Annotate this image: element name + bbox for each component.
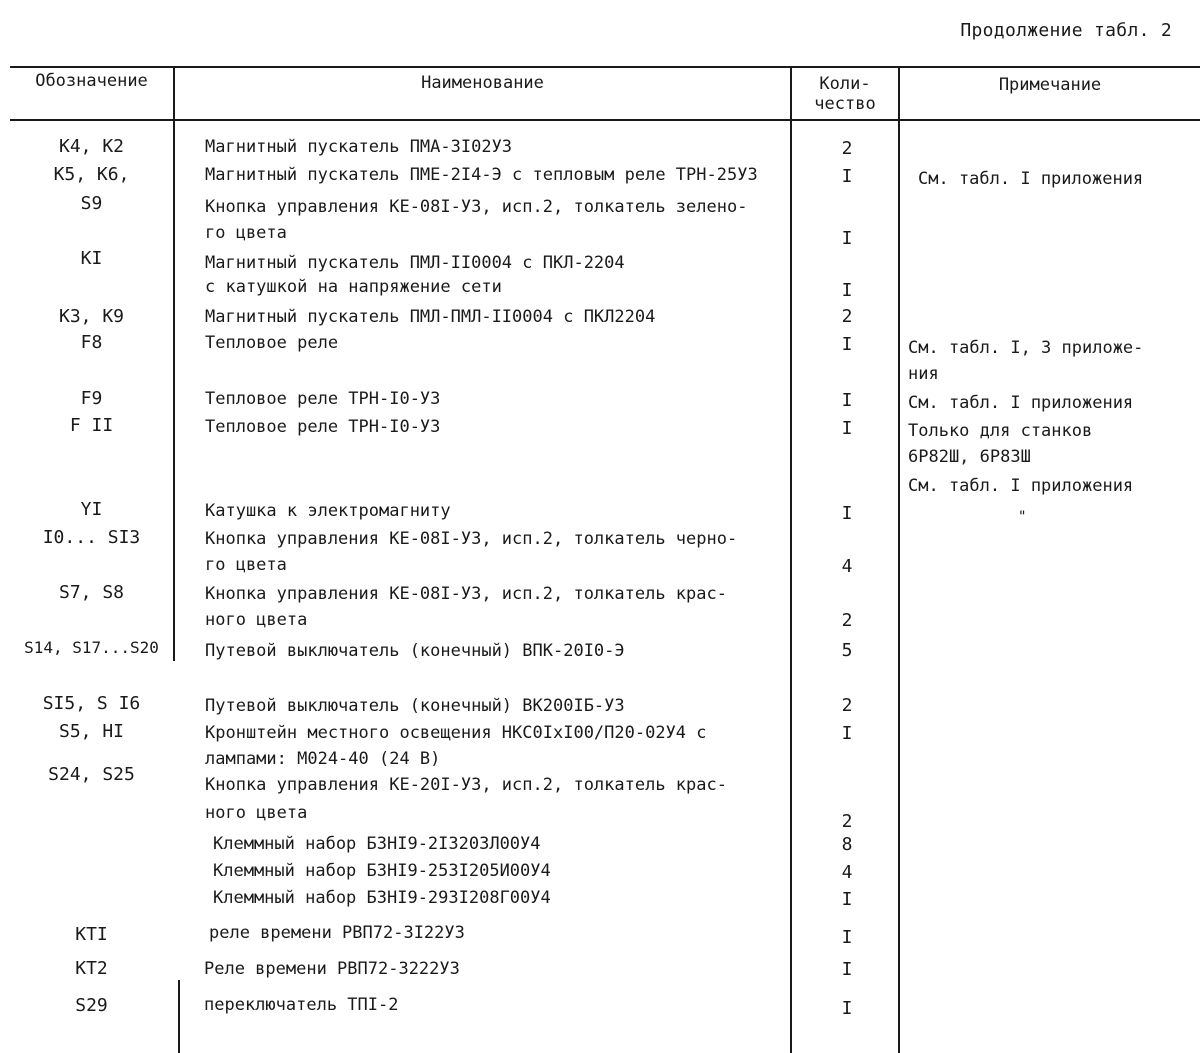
column-header-name: Наименование (421, 73, 544, 93)
row-note-cont: 6Р82Ш, 6Р83Ш (908, 447, 1031, 467)
row-name: Кнопка управления КЕ-08I-У3, исп.2, толкатель зелено- (205, 197, 748, 217)
row-code: КТ2 (75, 958, 108, 979)
table-top-rule (10, 66, 1200, 68)
column-header-qty-line2: чество (814, 94, 876, 114)
row-code: К3, К9 (58, 306, 125, 327)
row-code: S7, S8 (58, 582, 125, 603)
row-qty: 8 (841, 834, 853, 855)
row-name-cont: с катушкой на напряжение сети (205, 277, 502, 297)
row-code: КТI (75, 924, 108, 945)
row-qty: I (841, 959, 853, 980)
row-qty: I (841, 280, 853, 301)
row-qty: I (841, 889, 853, 910)
row-qty: I (841, 334, 853, 355)
row-qty: I (841, 503, 853, 524)
column-header-qty-line1: Коли- (819, 74, 871, 94)
row-name: Тепловое реле ТРН-I0-У3 (205, 417, 441, 437)
row-code: F9 (80, 388, 103, 409)
row-name: Путевой выключатель (конечный) ВК200IБ-У3 (205, 696, 625, 716)
row-code: К4, К2 (58, 136, 125, 157)
row-name: Клеммный набор Б3НI9-293I208Г00У4 (213, 888, 551, 908)
row-code: F II (69, 415, 114, 436)
row-name-cont: го цвета (205, 555, 287, 575)
row-name: Кнопка управления КЕ-08I-У3, исп.2, толкатель черно- (205, 529, 738, 549)
row-name: Кнопка управления КЕ-08I-У3, исп.2, толкатель крас- (205, 584, 727, 604)
row-name: Магнитный пускатель ПМЛ-II0004 с ПКЛ-2204 (205, 253, 625, 273)
column-divider-code (173, 66, 175, 661)
row-note: См. табл. I приложения (908, 393, 1134, 413)
row-code: SI5, S I6 (42, 693, 141, 714)
row-code: S29 (75, 995, 108, 1016)
row-note-cont: См. табл. I приложения (908, 476, 1134, 496)
row-name: Реле времени РВП72-3222У3 (204, 959, 460, 979)
column-header-code: Обозначение (35, 71, 148, 91)
column-header-qty (792, 74, 898, 114)
row-name: Клеммный набор Б3НI9-253I205И00У4 (213, 861, 551, 881)
row-code: S9 (80, 193, 103, 214)
row-name-cont: ного цвета (205, 610, 308, 630)
row-name: Магнитный пускатель ПМЛ-ПМЛ-II0004 с ПКЛ2204 (205, 307, 656, 327)
row-note-ditto: " (1018, 509, 1027, 525)
row-name: Кронштейн местного освещения НКС0IхI00/П20-02У4 с (205, 723, 707, 743)
row-name: Кнопка управления КЕ-20I-У3, исп.2, толкатель крас- (205, 775, 727, 795)
column-divider-code-lower (178, 980, 180, 1053)
row-qty: 2 (841, 138, 853, 159)
row-qty: I (841, 418, 853, 439)
row-qty: I (841, 228, 853, 249)
row-qty: I (841, 166, 853, 187)
row-name: переключатель ТПI-2 (204, 995, 399, 1015)
row-name: Магнитный пускатель ПМА-3I02У3 (205, 137, 513, 157)
row-name: Катушка к электромагниту (205, 501, 451, 521)
row-qty: 2 (841, 695, 853, 716)
row-code: F8 (80, 332, 103, 353)
row-qty: I (841, 723, 853, 744)
row-code: К5, К6, (53, 164, 130, 185)
column-header-note: Примечание (998, 75, 1102, 95)
row-name: Тепловое реле ТРН-I0-У3 (205, 389, 441, 409)
row-name-cont: го цвета (205, 223, 287, 243)
row-qty: I (841, 390, 853, 411)
row-qty: 2 (841, 610, 853, 631)
row-name: Путевой выключатель (конечный) ВПК-20I0-Э (205, 641, 625, 661)
row-name: реле времени РВП72-3I22У3 (209, 923, 465, 943)
row-note: См. табл. I, 3 приложе- (908, 338, 1144, 358)
row-name: Магнитный пускатель ПМЕ-2I4-Э с тепловым реле ТРН-25У3 (205, 165, 758, 185)
row-note-cont: ния (908, 364, 939, 384)
row-code: КI (80, 248, 103, 269)
row-qty: 4 (841, 556, 853, 577)
row-name-cont: ного цвета (205, 803, 308, 823)
row-name-cont: лампами: М024-40 (24 В) (205, 749, 441, 769)
row-qty: 2 (841, 306, 853, 327)
page-header: Продолжение табл. 2 (960, 20, 1172, 41)
row-code: S24, S25 (48, 764, 135, 785)
row-qty: 4 (841, 862, 853, 883)
row-note: Только для станков (908, 421, 1093, 441)
table-header-rule (10, 119, 1200, 121)
row-name: Клеммный набор Б3НI9-2I3203Л00У4 (213, 834, 541, 854)
row-qty: I (841, 927, 853, 948)
row-qty: I (841, 998, 853, 1019)
row-code: YI (80, 499, 103, 520)
row-name: Тепловое реле (205, 333, 339, 353)
row-code: S5, HI (58, 721, 125, 742)
row-code: S14, S17...S20 (24, 638, 159, 657)
row-note: См. табл. I приложения (918, 169, 1144, 189)
row-code: I0... SI3 (42, 527, 141, 548)
row-qty: 2 (841, 811, 853, 832)
row-qty: 5 (841, 640, 853, 661)
